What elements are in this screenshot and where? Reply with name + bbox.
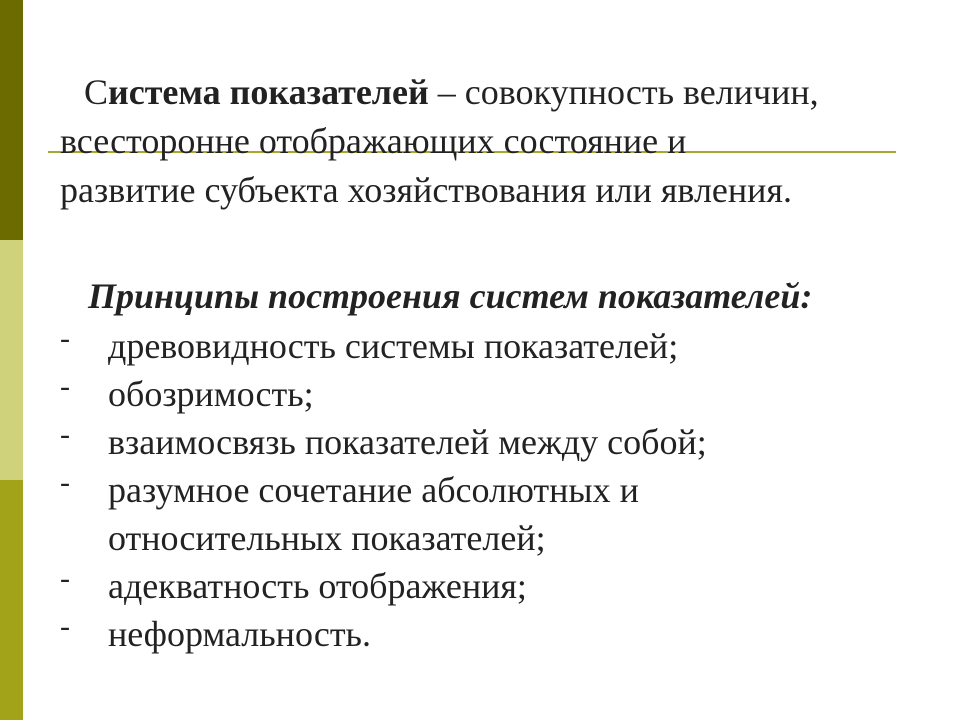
bullet-dash: - — [60, 610, 70, 643]
principle-item — [60, 466, 940, 562]
bullet-dash: - — [60, 322, 70, 355]
definition-line-2: всесторонне отображающих состояние и — [60, 121, 687, 161]
bullet-dash: - — [60, 466, 70, 499]
left-accent-bar-bottom — [0, 480, 23, 720]
principle-text: древовидность системы показателей; — [108, 326, 679, 366]
bullet-dash: - — [60, 562, 70, 595]
principle-text: обозримость; — [108, 374, 314, 414]
definition-paragraph — [60, 68, 950, 215]
left-accent-bar-middle — [0, 240, 23, 480]
left-accent-bar-top — [0, 0, 23, 240]
principle-item — [60, 562, 940, 610]
principles-list — [60, 322, 940, 658]
definition-line-1 — [60, 68, 950, 117]
definition-term: истема показателей — [108, 72, 429, 112]
principle-text: разумное сочетание абсолютных и — [108, 470, 639, 510]
principle-item — [60, 610, 940, 658]
definition-first-letter: С — [84, 72, 109, 112]
principle-text: неформальность. — [108, 614, 371, 654]
principle-item — [60, 370, 940, 418]
principle-item — [60, 418, 940, 466]
principle-item — [60, 322, 940, 370]
bullet-dash: - — [60, 418, 70, 451]
definition-line-1-rest: – совокупность величин, — [428, 72, 819, 112]
principle-text-continued: относительных показателей; — [108, 518, 546, 558]
principle-text: взаимосвязь показателей между собой; — [108, 422, 707, 462]
principle-text: адекватность отображения; — [108, 566, 527, 606]
principles-heading: Принципы построения систем показателей: — [88, 276, 813, 316]
bullet-dash: - — [60, 370, 70, 403]
definition-line-3: развитие субъекта хозяйствования или явления. — [60, 170, 792, 210]
